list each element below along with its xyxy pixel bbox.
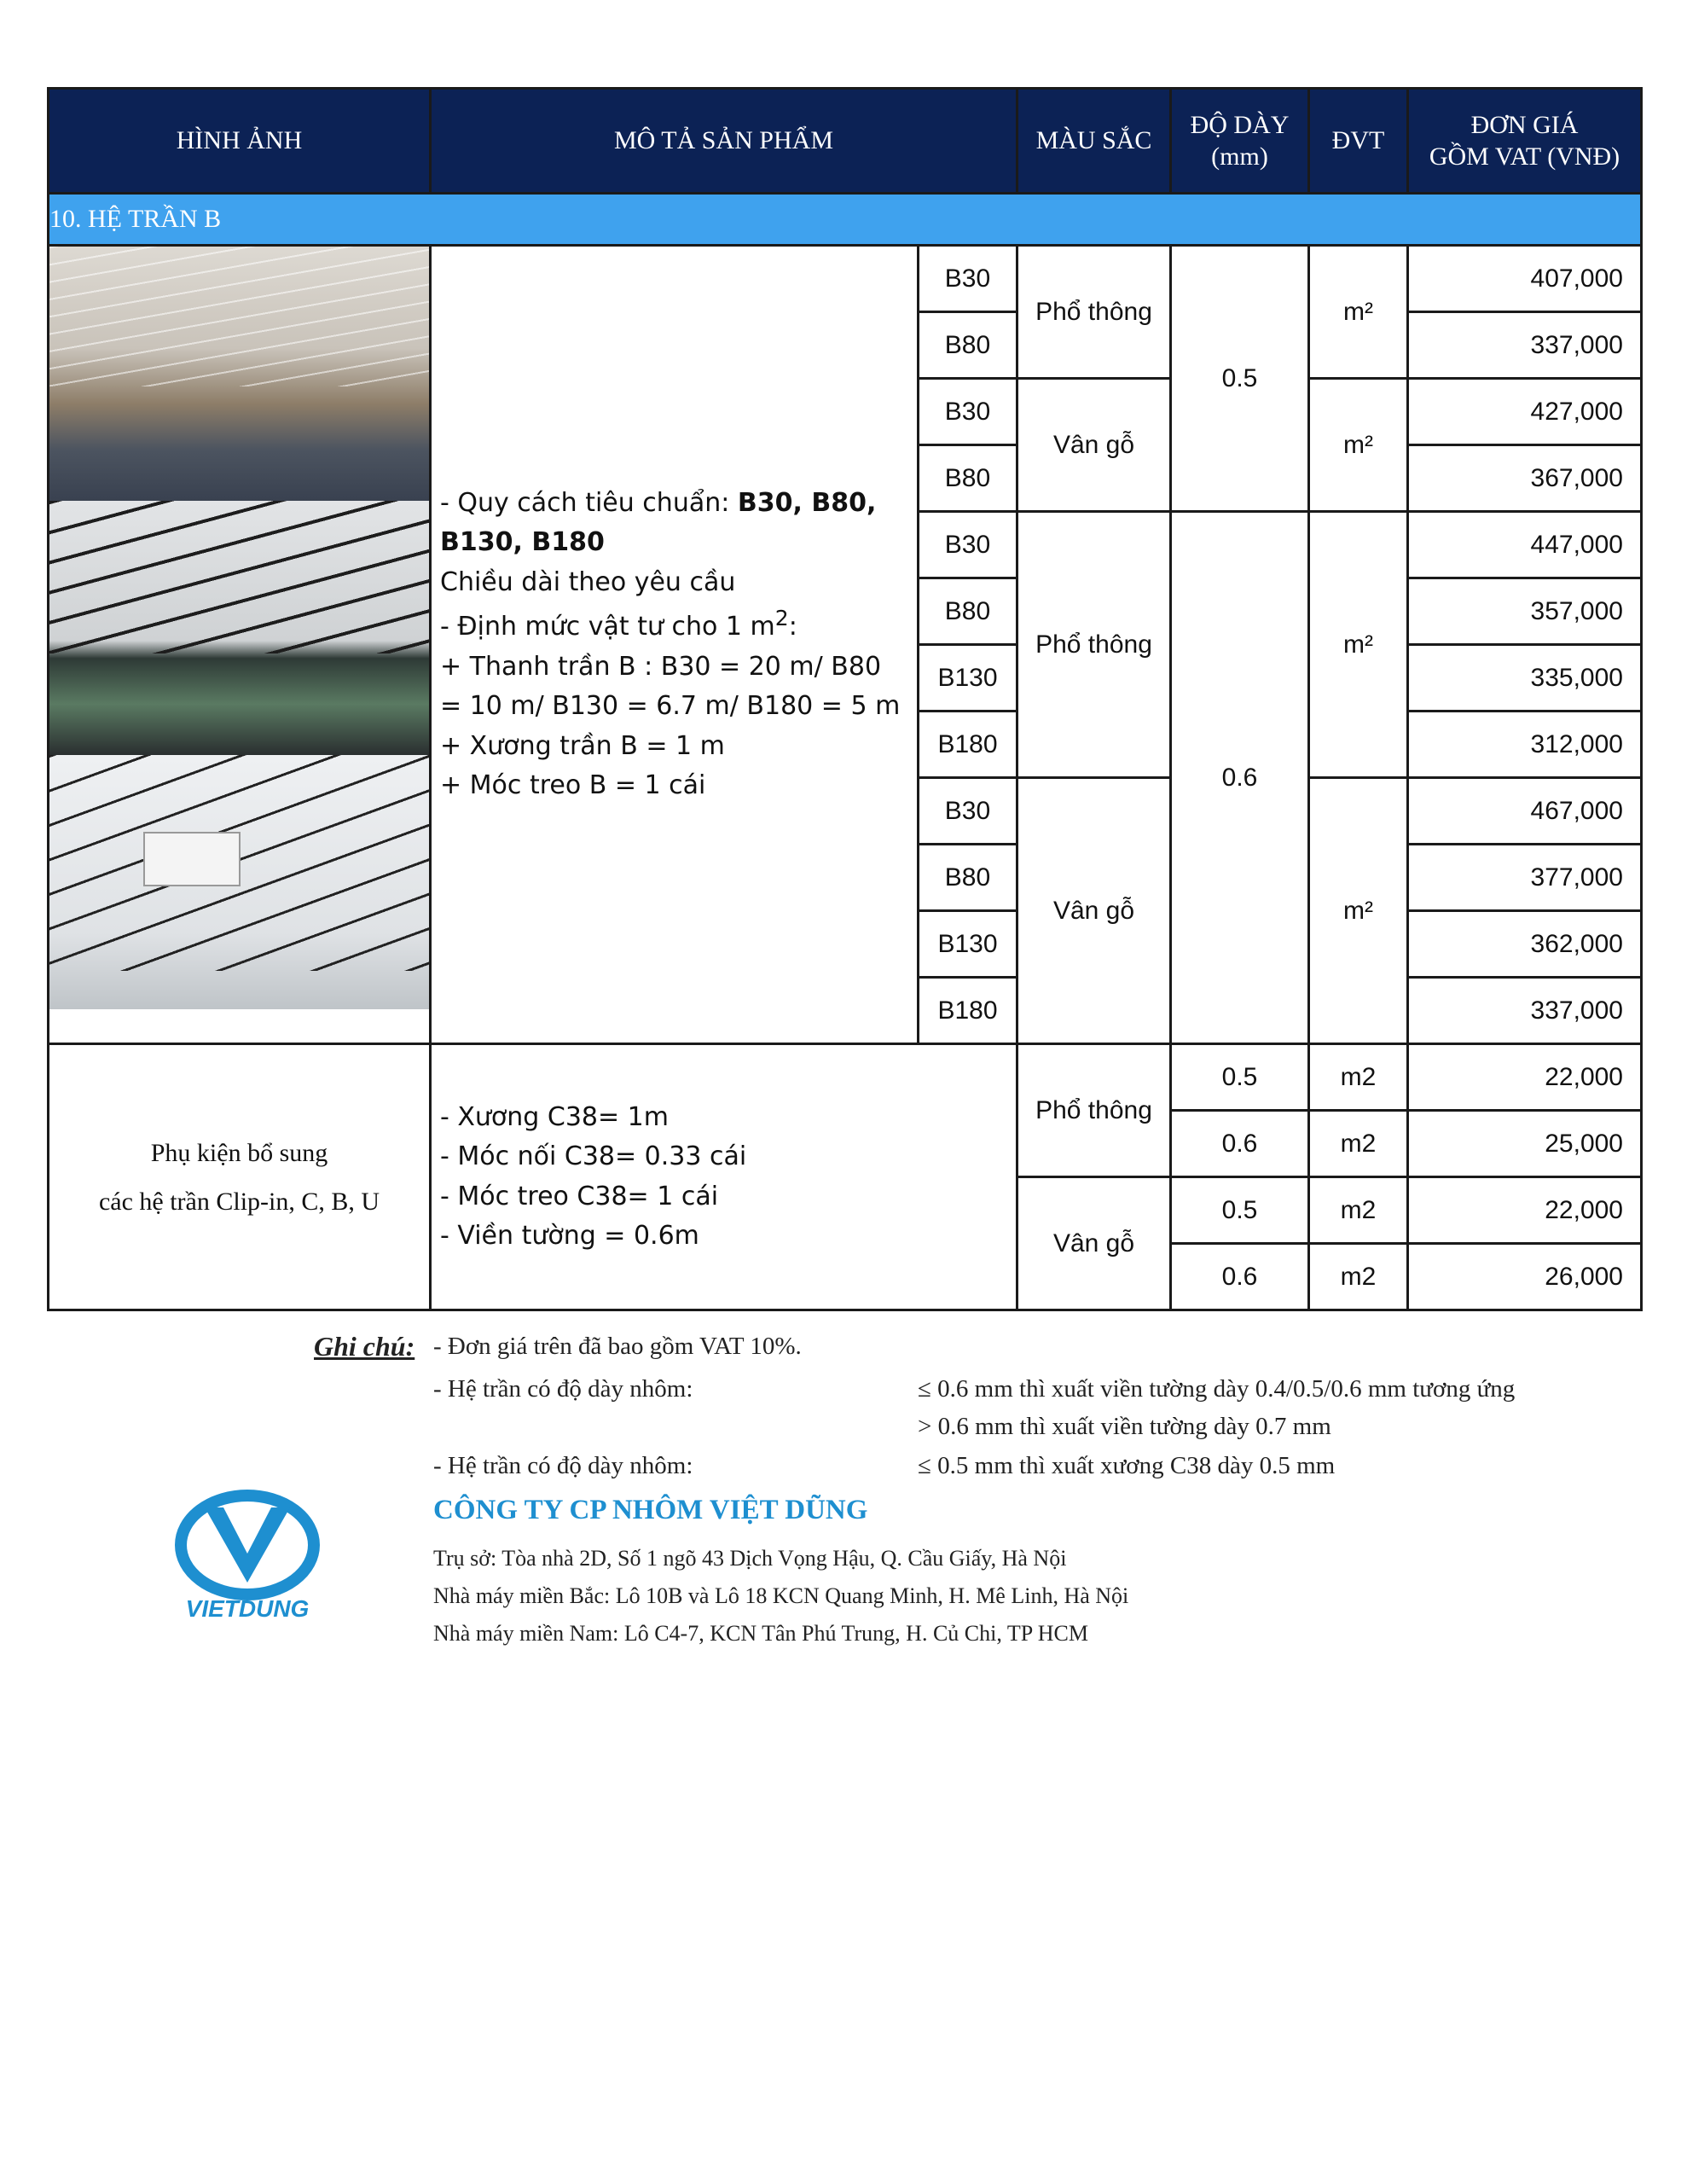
product-description: - Quy cách tiêu chuẩn: B30, B80, B130, B180 Chiều dài theo yêu cầu - Định mức vật tư cho 1 $m^2$: + Thanh trần B : B30 = 20 m/ B80 = 10 m/ B130 = 6.7 m/ B180 = 5 m + Xương trần B = 1 m + Móc treo B = 1 cái — [431, 246, 919, 1044]
price-cell: 337,000 — [1408, 978, 1642, 1044]
price-cell: 362,000 — [1408, 911, 1642, 978]
header-color: MÀU SẮC — [1017, 89, 1171, 194]
header-image: HÌNH ẢNH — [49, 89, 431, 194]
company-address: Nhà máy miền Nam: Lô C4-7, KCN Tân Phú Trung, H. Củ Chi, TP HCM — [433, 1621, 1089, 1646]
code-cell: B80 — [919, 845, 1017, 911]
price-cell: 312,000 — [1408, 712, 1642, 778]
ceiling-photo-1 — [49, 247, 429, 501]
price-cell: 407,000 — [1408, 246, 1642, 312]
company-name: CÔNG TY CP NHÔM VIỆT DŨNG — [433, 1495, 868, 1525]
vietdung-logo — [171, 1489, 324, 1625]
unit-cell: m2 — [1309, 1244, 1408, 1310]
product-images — [49, 246, 431, 1044]
header-thickness: ĐỘ DÀY (mm) — [1171, 89, 1309, 194]
thickness-cell: 0.6 — [1171, 1244, 1309, 1310]
note-line: > 0.6 mm thì xuất viền tường dày 0.7 mm — [918, 1413, 1331, 1440]
unit-cell: m2 — [1309, 1177, 1408, 1244]
price-cell: 467,000 — [1408, 778, 1642, 845]
unit-cell: m2 — [1309, 1111, 1408, 1177]
price-cell: 337,000 — [1408, 312, 1642, 379]
price-cell: 22,000 — [1408, 1177, 1642, 1244]
color-cell: Phổ thông — [1017, 512, 1171, 778]
thickness-cell: 0.5 — [1171, 246, 1309, 512]
note-line: - Hệ trần có độ dày nhôm: — [433, 1452, 693, 1479]
price-cell: 447,000 — [1408, 512, 1642, 578]
price-cell: 377,000 — [1408, 845, 1642, 911]
code-cell: B30 — [919, 512, 1017, 578]
color-cell: Phổ thông — [1017, 1044, 1171, 1177]
header-unit: ĐVT — [1309, 89, 1408, 194]
company-address: Nhà máy miền Bắc: Lô 10B và Lô 18 KCN Quang Minh, H. Mê Linh, Hà Nội — [433, 1583, 1129, 1608]
thickness-cell: 0.5 — [1171, 1177, 1309, 1244]
price-cell: 427,000 — [1408, 379, 1642, 445]
price-cell: 26,000 — [1408, 1244, 1642, 1310]
color-cell: Vân gỗ — [1017, 1177, 1171, 1310]
section-title: 10. HỆ TRẦN B — [49, 194, 1642, 246]
color-cell: Vân gỗ — [1017, 778, 1171, 1044]
unit-cell: m² — [1309, 246, 1408, 379]
code-cell: B30 — [919, 246, 1017, 312]
unit-cell: m² — [1309, 379, 1408, 512]
note-line: ≤ 0.5 mm thì xuất xương C38 dày 0.5 mm — [918, 1452, 1336, 1479]
thickness-cell: 0.6 — [1171, 1111, 1309, 1177]
accessory-description: - Xương C38= 1m - Móc nối C38= 0.33 cái - Móc treo C38= 1 cái - Viền tường = 0.6m — [431, 1044, 1017, 1310]
price-cell: 335,000 — [1408, 645, 1642, 712]
thickness-cell: 0.6 — [1171, 512, 1309, 1044]
thickness-cell: 0.5 — [1171, 1044, 1309, 1111]
header-price: ĐƠN GIÁ GỒM VAT (VNĐ) — [1408, 89, 1642, 194]
note-line: - Đơn giá trên đã bao gồm VAT 10%. — [433, 1333, 802, 1360]
price-cell: 367,000 — [1408, 445, 1642, 512]
code-cell: B80 — [919, 445, 1017, 512]
code-cell: B180 — [919, 978, 1017, 1044]
header-description: MÔ TẢ SẢN PHẨM — [431, 89, 1017, 194]
unit-cell: m2 — [1309, 1044, 1408, 1111]
note-line: ≤ 0.6 mm thì xuất viền tường dày 0.4/0.5/0.6 mm tương ứng — [918, 1375, 1516, 1403]
price-table — [47, 87, 1643, 1311]
code-cell: B130 — [919, 645, 1017, 712]
logo-text: VIETDUNG — [185, 1595, 310, 1622]
ceiling-photo-3 — [49, 755, 429, 1009]
color-cell: Phổ thông — [1017, 246, 1171, 379]
ceiling-photo-2 — [49, 501, 429, 755]
unit-cell: m² — [1309, 512, 1408, 778]
notes-label: Ghi chú: — [314, 1331, 415, 1362]
color-cell: Vân gỗ — [1017, 379, 1171, 512]
code-cell: B80 — [919, 312, 1017, 379]
accessory-title: Phụ kiện bổ sung các hệ trần Clip-in, C, B, U — [49, 1044, 431, 1310]
company-address: Trụ sở: Tòa nhà 2D, Số 1 ngõ 43 Dịch Vọng Hậu, Q. Cầu Giấy, Hà Nội — [433, 1546, 1067, 1571]
price-cell: 22,000 — [1408, 1044, 1642, 1111]
unit-cell: m² — [1309, 778, 1408, 1044]
price-cell: 25,000 — [1408, 1111, 1642, 1177]
code-cell: B30 — [919, 778, 1017, 845]
price-cell: 357,000 — [1408, 578, 1642, 645]
code-cell: B30 — [919, 379, 1017, 445]
code-cell: B130 — [919, 911, 1017, 978]
code-cell: B180 — [919, 712, 1017, 778]
code-cell: B80 — [919, 578, 1017, 645]
note-line: - Hệ trần có độ dày nhôm: — [433, 1375, 693, 1403]
